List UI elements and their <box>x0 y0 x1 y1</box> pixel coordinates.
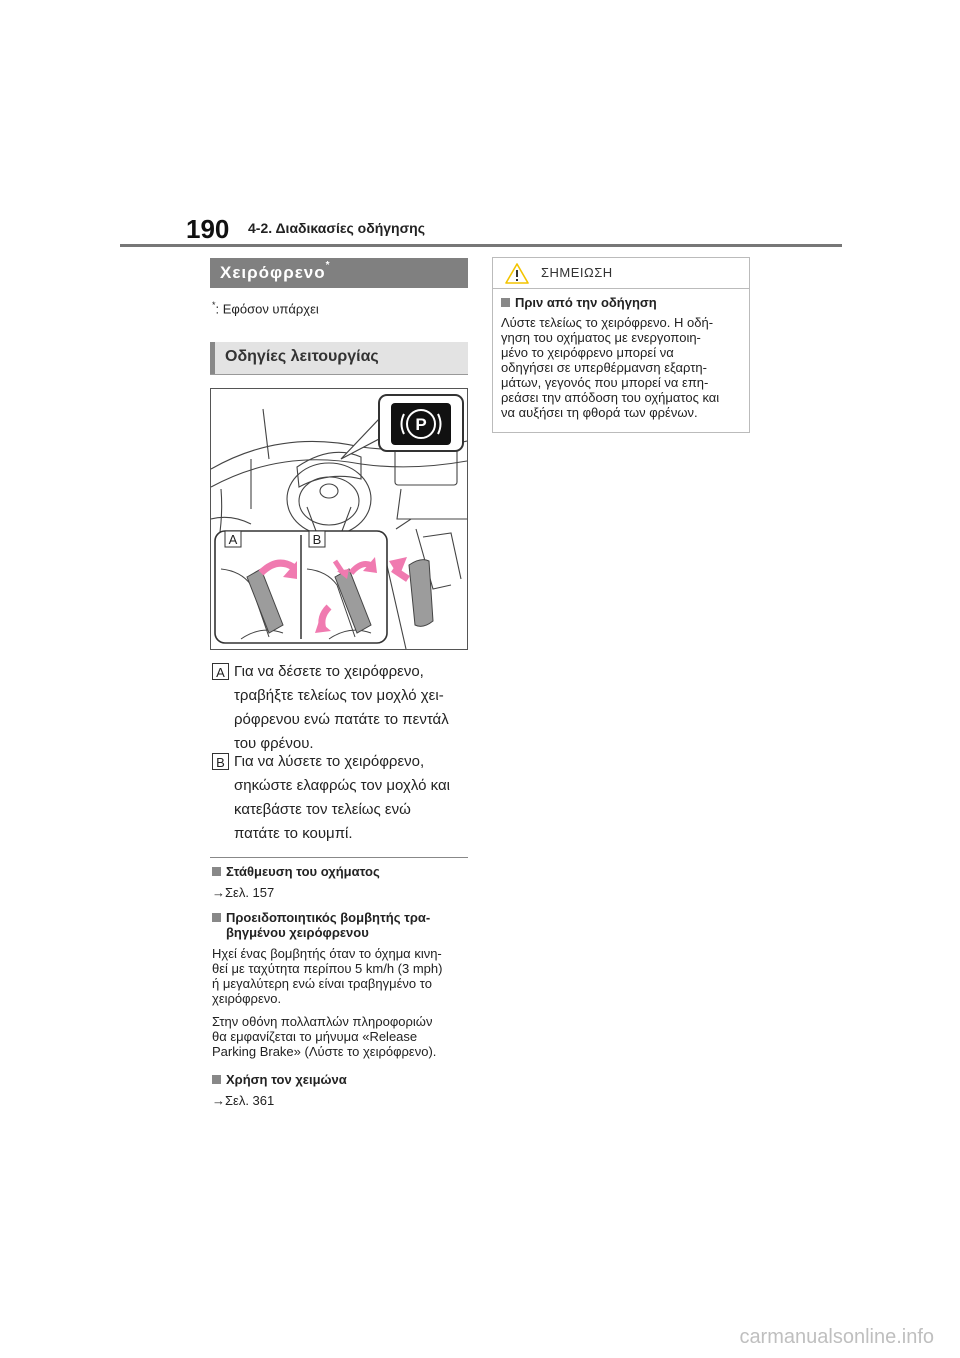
step-a-line-1: Για να δέσετε το χειρόφρενο, <box>234 663 424 680</box>
note-parking-heading: Στάθμευση του οχήματος <box>212 864 474 879</box>
notice-body <box>493 289 749 420</box>
inset-label-a: A <box>228 532 238 547</box>
step-a <box>212 660 472 756</box>
step-b <box>212 750 472 846</box>
watermark: carmanualsonline.info <box>739 1326 934 1348</box>
notice-line-6: ρεάσει την απόδοση του οχήματος και <box>501 390 720 405</box>
notice-line-7: να αυξήσει τη φθορά των φρένων. <box>501 405 698 420</box>
dashboard-drawing <box>211 389 467 649</box>
parking-brake-illustration <box>210 388 468 650</box>
page-title <box>210 258 468 288</box>
notice-box <box>492 257 750 433</box>
footnote-mark: * <box>212 300 216 310</box>
note-buzzer-heading-1: Προειδοποιητικός βομβητής τρα- <box>226 910 431 925</box>
parking-symbol: P <box>415 415 427 434</box>
step-b-line-3: κατεβάστε τον τελείως ενώ <box>234 801 411 818</box>
subtitle-rule <box>210 374 468 375</box>
footnote <box>212 300 319 316</box>
step-b-letter: B <box>212 753 229 770</box>
note-buzzer <box>212 910 474 1059</box>
step-a-line-4: του φρένου. <box>234 735 314 752</box>
notice-line-2: γηση του οχήματος με ενεργοποιη- <box>501 330 701 345</box>
step-b-line-2: σηκώστε ελαφρώς τον μοχλό και <box>234 777 450 794</box>
note-buzzer-p2-line-1: Στην οθόνη πολλαπλών πληροφοριών <box>212 1014 433 1029</box>
page-number: 190 <box>186 214 230 244</box>
note-winter <box>212 1072 474 1108</box>
page-title-text: Χειρόφρενο <box>220 263 326 282</box>
notice-label: ΣΗΜΕΙΩΣΗ <box>541 265 613 280</box>
step-a-line-3: ρόφρενου ενώ πατάτε το πεντάλ <box>234 711 449 728</box>
step-b-line-1: Για να λύσετε το χειρόφρενο, <box>234 753 425 770</box>
warning-icon <box>505 263 529 284</box>
note-buzzer-p2-line-2: θα εμφανίζεται το μήνυμα «Release <box>212 1029 418 1044</box>
notice-line-5: μάτων, γεγονός που μπορεί να επη- <box>501 375 709 390</box>
note-buzzer-p1-line-2: θεί με ταχύτητα περίπου 5 km/h (3 mph) <box>212 961 443 976</box>
note-buzzer-heading <box>212 910 474 940</box>
header-rule <box>120 244 842 247</box>
note-winter-heading: Χρήση τον χειμώνα <box>212 1072 474 1087</box>
inset-label-b: B <box>312 532 322 547</box>
notice-line-3: μένο το χειρόφρενο μπορεί να <box>501 345 674 360</box>
step-a-line-2: τραβήξτε τελείως τον μοχλό χει- <box>234 687 444 704</box>
step-a-letter: A <box>212 663 229 680</box>
note-buzzer-heading-2: βηγμένου χειρόφρενου <box>226 925 369 940</box>
note-winter-ref: →Σελ. 361 <box>212 1093 275 1108</box>
notice-line-1: Λύστε τελείως το χειρόφρενο. Η οδή- <box>501 315 714 330</box>
step-b-line-4: πατάτε το κουμπί. <box>234 825 353 842</box>
section-heading: 4-2. Διαδικασίες οδήγησης <box>248 220 426 236</box>
note-parking-ref: →Σελ. 157 <box>212 885 275 900</box>
title-footnote-mark: * <box>325 260 331 271</box>
subtitle: Οδηγίες λειτουργίας <box>210 342 468 374</box>
notice-heading: Πριν από την οδήγηση <box>501 295 741 310</box>
notes-rule <box>210 857 468 858</box>
note-buzzer-p1-line-1: Ηχεί ένας βομβητής όταν το όχημα κινη- <box>212 946 442 961</box>
note-parking <box>212 864 474 900</box>
note-buzzer-para-1 <box>212 946 474 1006</box>
footnote-text: : Εφόσον υπάρχει <box>215 301 319 317</box>
notice-header <box>493 258 749 289</box>
note-buzzer-p1-line-4: χειρόφρενο. <box>212 991 282 1006</box>
note-buzzer-para-2 <box>212 1014 474 1059</box>
notice-line-4: οδηγήσει σε υπερθέρμανση εξαρτη- <box>501 360 707 375</box>
note-buzzer-p2-line-3: Parking Brake» (Λύστε το χειρόφρενο). <box>212 1044 437 1059</box>
note-buzzer-p1-line-3: ή μεγαλύτερη ενώ είναι τραβηγμένο το <box>212 976 432 991</box>
